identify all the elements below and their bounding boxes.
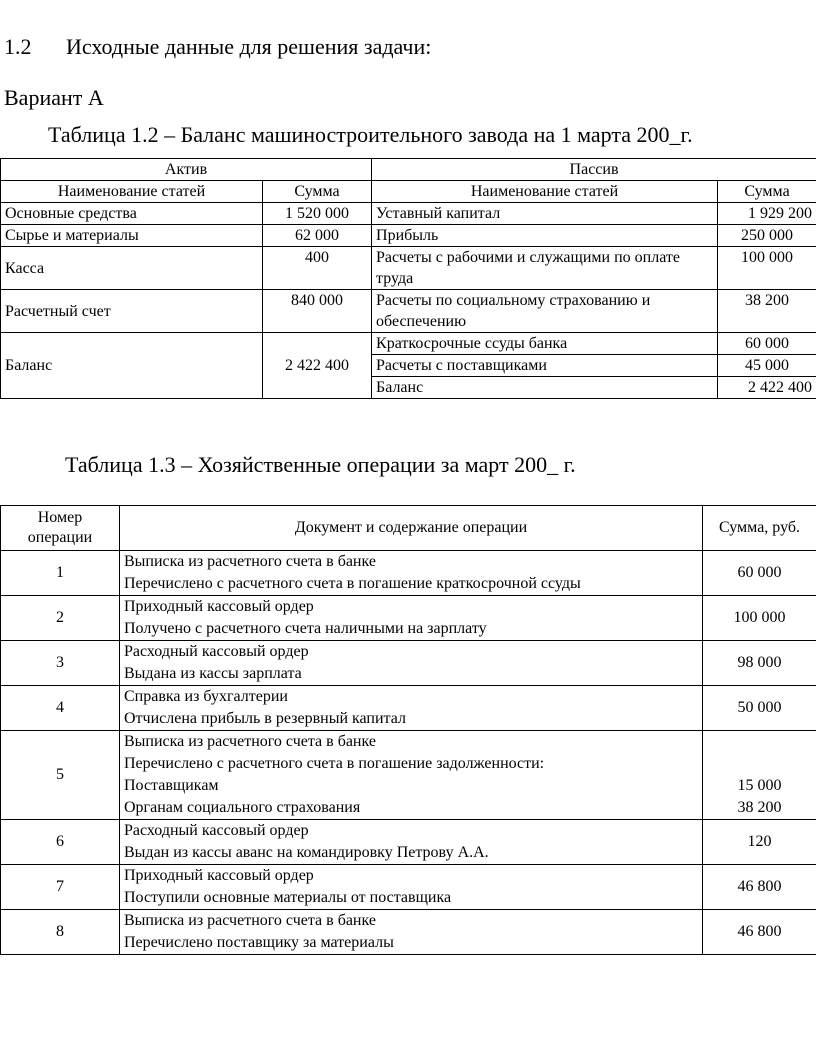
table-row [1, 596, 816, 641]
table-row [1, 820, 816, 865]
operation-content [120, 596, 703, 641]
passiv-item-name: Уставный капитал [372, 203, 718, 225]
operation-number: 6 [1, 820, 120, 865]
operation-document: Выписка из расчетного счета в банке [124, 733, 376, 750]
operation-sum: 100 000 [703, 596, 816, 641]
operation-document: Справка из бухгалтерии [124, 688, 288, 705]
operation-description: Получено с расчетного счета наличными на зарплату [124, 620, 487, 637]
operation-document: Расходный кассовый ордер [124, 822, 309, 839]
aktiv-item-sum: 840 000 [263, 290, 372, 333]
col-header-number: Номер операции [1, 506, 120, 551]
aktiv-item-name: Основные средства [1, 203, 263, 225]
table-row [1, 247, 816, 290]
aktiv-item-name: Расчетный счет [1, 290, 263, 333]
aktiv-total-label: Баланс [1, 333, 263, 399]
operations-table [0, 505, 816, 955]
operation-content [120, 865, 703, 910]
table2-caption: Таблица 1.3 – Хозяйственные операции за март 200_ г. [65, 452, 576, 477]
table-row [1, 686, 816, 731]
operation-description: Поступили основные материалы от поставщика [124, 889, 452, 906]
table-row [1, 225, 816, 247]
operation-description: Перечислено с расчетного счета в погашение краткосрочной ссуды [124, 575, 581, 592]
aktiv-item-name: Сырье и материалы [1, 225, 263, 247]
operation-number: 7 [1, 865, 120, 910]
passiv-total-label: Баланс [372, 377, 718, 399]
table-header-row [1, 506, 816, 551]
operation-document: Выписка из расчетного счета в банке [124, 553, 376, 570]
passiv-item-name: Расчеты с поставщиками [372, 355, 718, 377]
table-header-row [1, 159, 816, 181]
passiv-item-sum: 250 000 [718, 225, 816, 247]
table-row [1, 333, 816, 355]
operation-sum: 120 [703, 820, 816, 865]
operation-document: Приходный кассовый ордер [124, 867, 314, 884]
balance-table [0, 158, 816, 399]
aktiv-total-sum: 2 422 400 [263, 333, 372, 399]
aktiv-item-name: Касса [1, 247, 263, 290]
table-row [1, 551, 816, 596]
operation-subitem-sum: 38 200 [737, 799, 782, 816]
variant-label: Вариант А [4, 85, 104, 110]
table-row [1, 641, 816, 686]
section-title: Исходные данные для решения задачи: [66, 34, 432, 59]
operation-content [120, 731, 703, 820]
operation-sum: 98 000 [703, 641, 816, 686]
operation-document: Приходный кассовый ордер [124, 598, 314, 615]
aktiv-item-sum: 400 [263, 247, 372, 290]
table1-caption: Таблица 1.2 – Баланс машиностроительного завода на 1 марта 200_г. [48, 122, 693, 147]
operation-content [120, 551, 703, 596]
operation-sum: 60 000 [703, 551, 816, 596]
operation-content [120, 641, 703, 686]
operation-number: 3 [1, 641, 120, 686]
passiv-total-sum: 2 422 400 [718, 377, 816, 399]
passiv-item-name: Краткосрочные ссуды банка [372, 333, 718, 355]
col-header-document: Документ и содержание операции [120, 506, 703, 551]
table-header-row [1, 181, 816, 203]
col-header-name: Наименование статей [1, 181, 263, 203]
table-row [1, 290, 816, 333]
passiv-item-name: Прибыль [372, 225, 718, 247]
operation-description: Перечислено с расчетного счета в погашение задолженности: [124, 755, 545, 772]
operation-content [120, 820, 703, 865]
operation-description: Выдана из кассы зарплата [124, 665, 302, 682]
passiv-item-sum: 60 000 [718, 333, 816, 355]
operation-number: 8 [1, 910, 120, 955]
passiv-header: Пассив [372, 159, 816, 181]
col-header-name: Наименование статей [372, 181, 718, 203]
operation-number: 4 [1, 686, 120, 731]
passiv-item-name: Расчеты по социальному страхованию и обеспечению [372, 290, 718, 333]
operation-description: Перечислено поставщику за материалы [124, 934, 394, 951]
passiv-item-sum: 1 929 200 [718, 203, 816, 225]
section-number: 1.2 [4, 34, 32, 59]
passiv-item-name: Расчеты с рабочими и служащими по оплате труда [372, 247, 718, 290]
operation-sum: 46 800 [703, 910, 816, 955]
operation-content [120, 686, 703, 731]
table-row [1, 865, 816, 910]
table-row [1, 731, 816, 820]
table-row [1, 910, 816, 955]
aktiv-item-sum: 62 000 [263, 225, 372, 247]
operation-subitem: Органам социального страхования [124, 799, 361, 816]
passiv-item-sum: 38 200 [718, 290, 816, 333]
operation-subitem-sum: 15 000 [737, 777, 782, 794]
operation-number: 2 [1, 596, 120, 641]
operation-content [120, 910, 703, 955]
operation-sum: 46 800 [703, 865, 816, 910]
operation-description: Выдан из кассы аванс на командировку Петрову А.А. [124, 844, 489, 861]
passiv-item-sum: 45 000 [718, 355, 816, 377]
operation-description: Отчислена прибыль в резервный капитал [124, 710, 406, 727]
operation-subitem: Поставщикам [124, 777, 219, 794]
aktiv-item-sum: 1 520 000 [263, 203, 372, 225]
operation-sum: 50 000 [703, 686, 816, 731]
operation-number: 5 [1, 731, 120, 820]
col-header-sum: Сумма [263, 181, 372, 203]
aktiv-header: Актив [1, 159, 372, 181]
col-header-sum: Сумма [718, 181, 816, 203]
operation-document: Выписка из расчетного счета в банке [124, 912, 376, 929]
table-row [1, 203, 816, 225]
operation-number: 1 [1, 551, 120, 596]
operation-document: Расходный кассовый ордер [124, 643, 309, 660]
operation-sum [703, 731, 816, 820]
col-header-sum: Сумма, руб. [703, 506, 816, 551]
passiv-item-sum: 100 000 [718, 247, 816, 290]
